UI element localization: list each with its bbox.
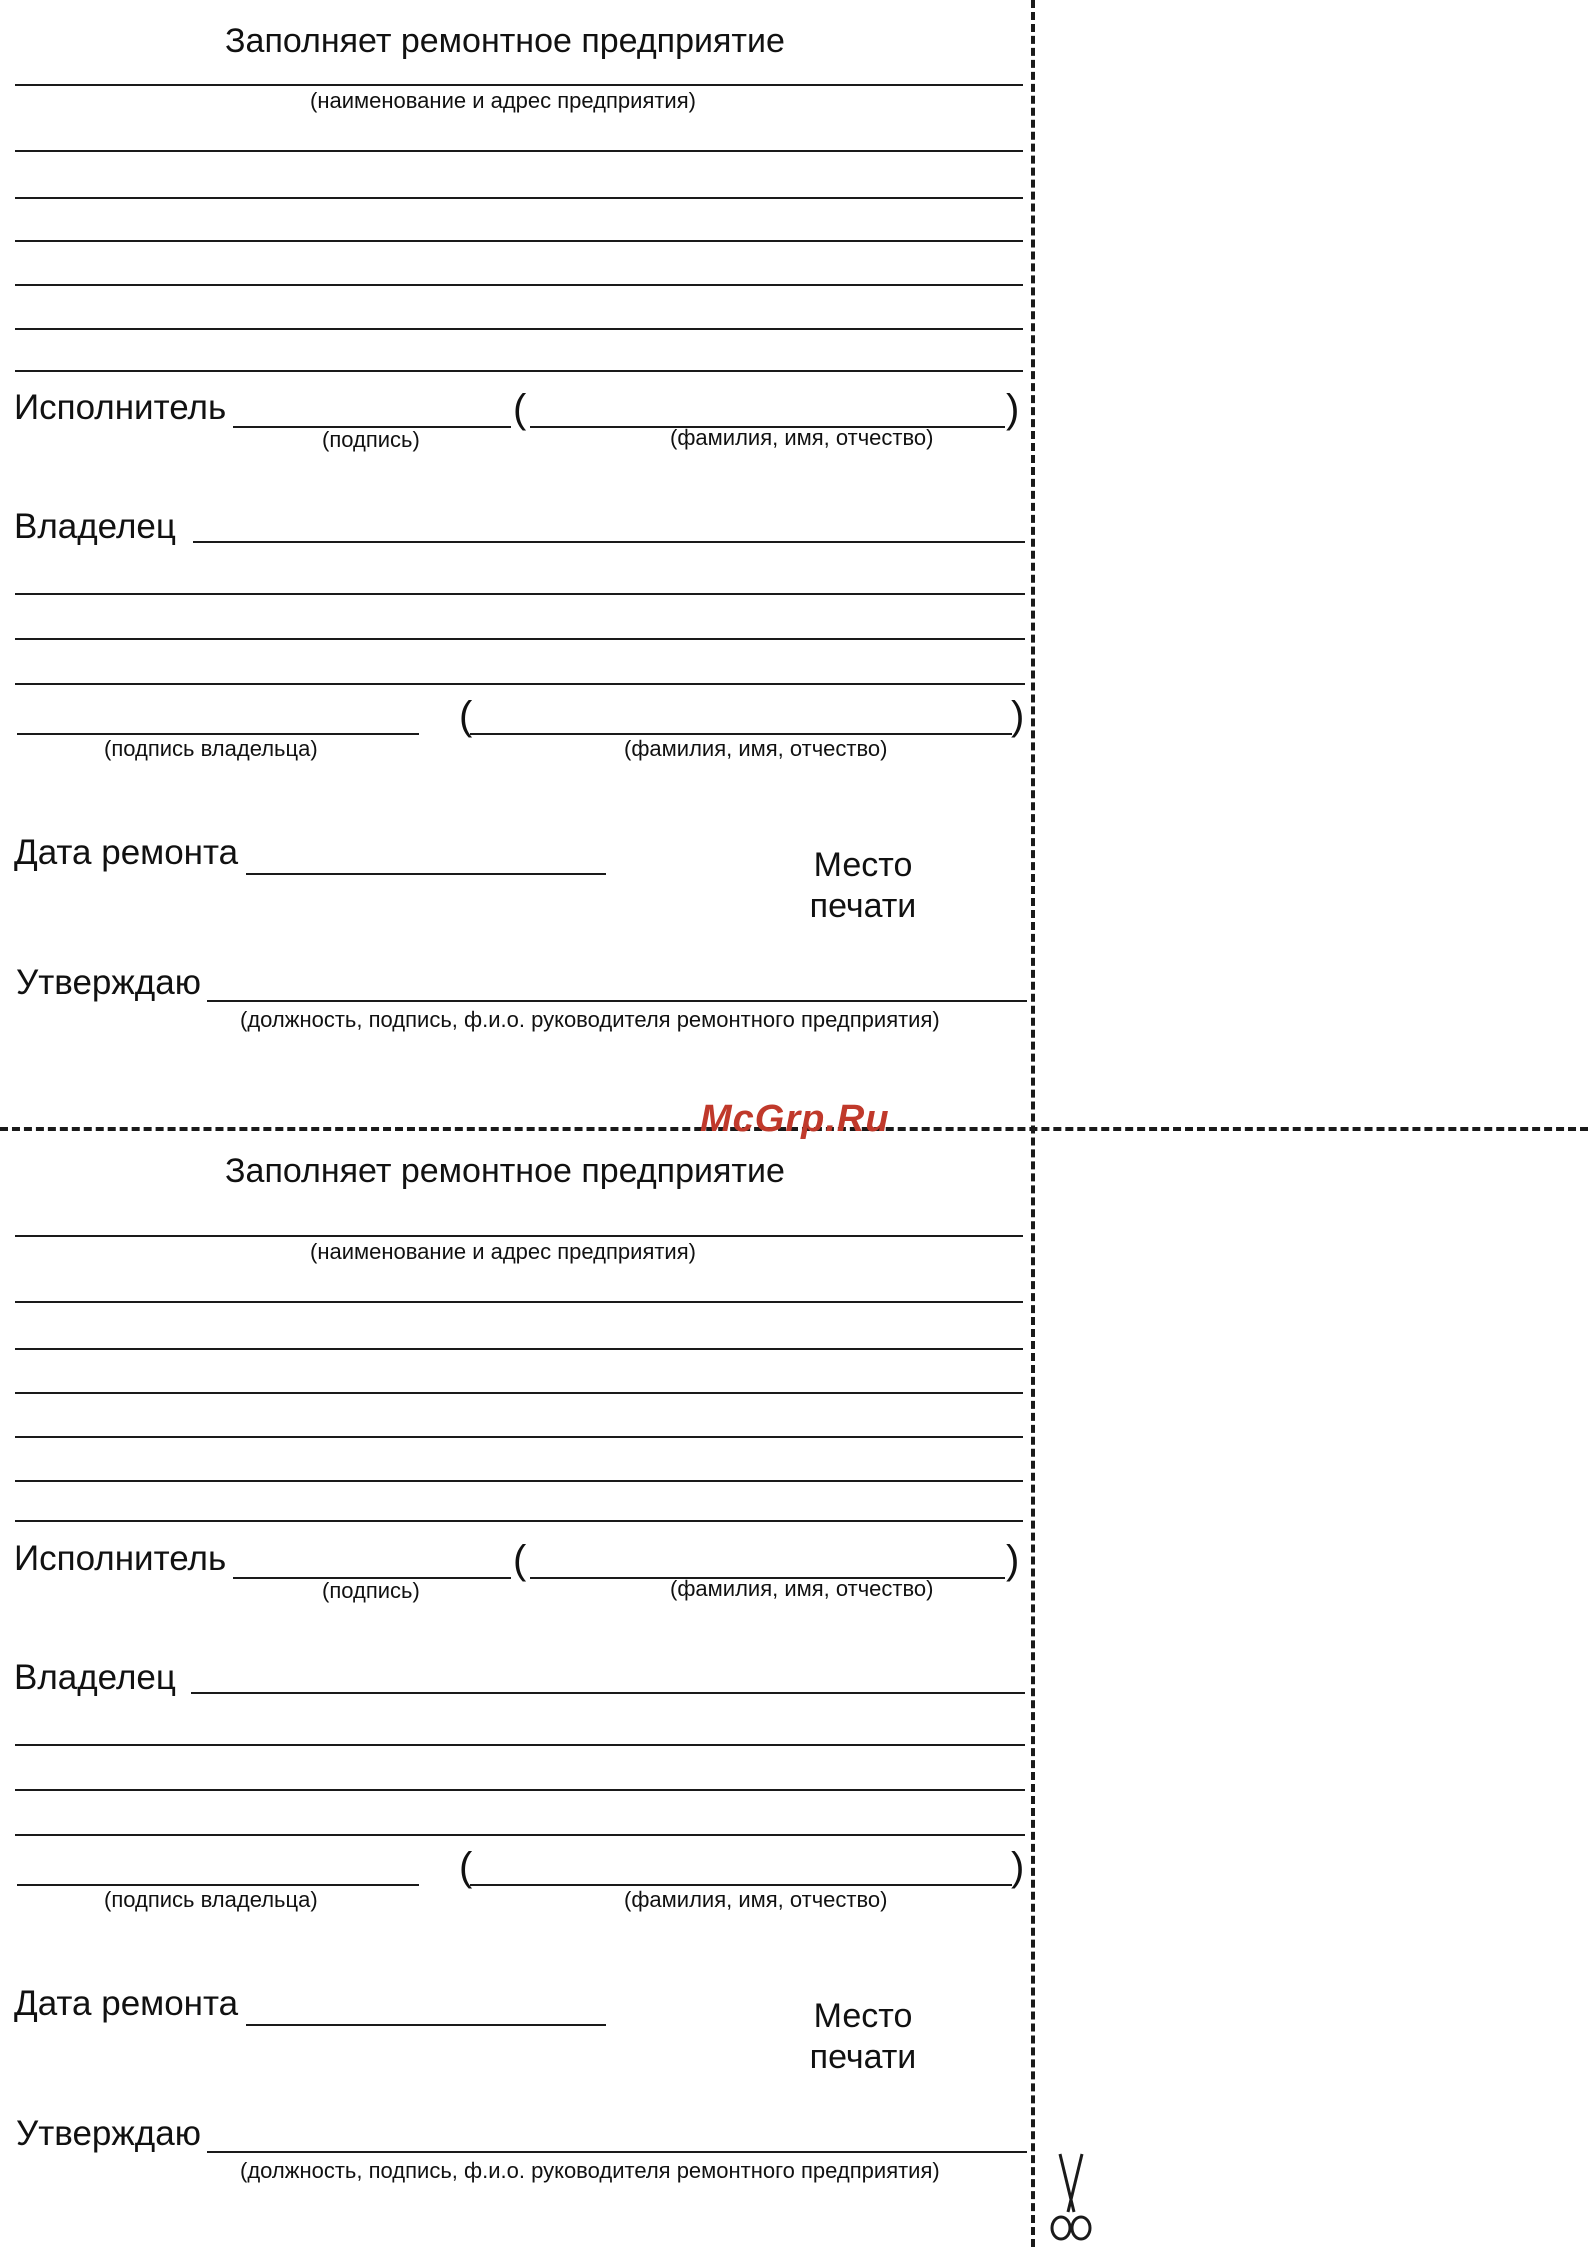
executor-signature-caption: (подпись) (322, 427, 420, 452)
executor-signature-caption: (подпись) (322, 1578, 420, 1603)
paren-open: ( (513, 1538, 527, 1582)
org-address-line-5[interactable] (15, 1480, 1023, 1482)
executor-name-caption: (фамилия, имя, отчество) (670, 1576, 934, 1601)
stamp-line-2: печати (809, 2038, 917, 2076)
org-address-line-1[interactable] (15, 150, 1023, 152)
org-name-field[interactable] (15, 1235, 1023, 1237)
org-address-line-4[interactable] (15, 1436, 1023, 1438)
owner-line-3[interactable] (15, 638, 1025, 640)
paren-close: ) (1006, 387, 1020, 431)
repair-date-field[interactable] (246, 873, 606, 875)
org-name-field[interactable] (15, 84, 1023, 86)
paren-open: ( (513, 387, 527, 431)
stamp-line-1: Место (813, 846, 913, 884)
paren-close: ) (1006, 1538, 1020, 1582)
org-address-line-3[interactable] (15, 240, 1023, 242)
org-address-line-6[interactable] (15, 370, 1023, 372)
org-address-line-2[interactable] (15, 197, 1023, 199)
repair-date-label: Дата ремонта (14, 833, 239, 872)
stamp-line-2: печати (809, 887, 917, 925)
owner-name-caption: (фамилия, имя, отчество) (624, 1887, 888, 1912)
owner-line-2[interactable] (15, 593, 1025, 595)
owner-name-field[interactable] (470, 1884, 1012, 1886)
owner-signature-caption: (подпись владельца) (104, 1887, 318, 1912)
stamp-place (763, 845, 963, 927)
org-name-caption: (наименование и адрес предприятия) (310, 88, 696, 113)
owner-line-4[interactable] (15, 683, 1025, 685)
repair-form-2 (0, 1152, 1030, 2247)
owner-field[interactable] (191, 1692, 1025, 1694)
org-name-caption: (наименование и адрес предприятия) (310, 1239, 696, 1264)
approve-field[interactable] (207, 1000, 1027, 1002)
paren-close: ) (1011, 694, 1025, 738)
owner-name-caption: (фамилия, имя, отчество) (624, 736, 888, 761)
owner-line-4[interactable] (15, 1834, 1025, 1836)
approve-caption: (должность, подпись, ф.и.о. руководителя ремонтного предприятия) (240, 1007, 940, 1032)
repair-date-field[interactable] (246, 2024, 606, 2026)
owner-signature-field[interactable] (17, 733, 419, 735)
org-address-line-4[interactable] (15, 284, 1023, 286)
owner-line-2[interactable] (15, 1744, 1025, 1746)
repair-date-label: Дата ремонта (14, 1984, 239, 2023)
owner-label: Владелец (14, 1658, 176, 1697)
stamp-line-1: Место (813, 1997, 913, 2035)
vertical-cut-line (1031, 0, 1035, 2247)
approve-caption: (должность, подпись, ф.и.о. руководителя ремонтного предприятия) (240, 2158, 940, 2183)
scissors-icon (1046, 2152, 1096, 2242)
owner-label: Владелец (14, 507, 176, 546)
watermark: McGrp.Ru (700, 1098, 890, 1140)
paren-close: ) (1011, 1845, 1025, 1889)
owner-field[interactable] (193, 541, 1025, 543)
approve-label: Утверждаю (16, 963, 201, 1002)
executor-name-caption: (фамилия, имя, отчество) (670, 425, 934, 450)
approve-label: Утверждаю (16, 2114, 201, 2153)
org-address-line-3[interactable] (15, 1392, 1023, 1394)
owner-line-3[interactable] (15, 1789, 1025, 1791)
org-address-line-5[interactable] (15, 328, 1023, 330)
owner-signature-caption: (подпись владельца) (104, 736, 318, 761)
paren-open: ( (459, 694, 473, 738)
org-address-line-6[interactable] (15, 1520, 1023, 1522)
org-address-line-1[interactable] (15, 1301, 1023, 1303)
owner-name-field[interactable] (470, 733, 1012, 735)
executor-label: Исполнитель (14, 388, 227, 427)
form-title: Заполняет ремонтное предприятие (225, 22, 785, 60)
approve-field[interactable] (207, 2151, 1027, 2153)
paren-open: ( (459, 1845, 473, 1889)
repair-form-1 (0, 0, 1030, 1120)
owner-signature-field[interactable] (17, 1884, 419, 1886)
executor-label: Исполнитель (14, 1539, 227, 1578)
org-address-line-2[interactable] (15, 1348, 1023, 1350)
stamp-place (763, 1996, 963, 2078)
form-title: Заполняет ремонтное предприятие (225, 1152, 785, 1190)
